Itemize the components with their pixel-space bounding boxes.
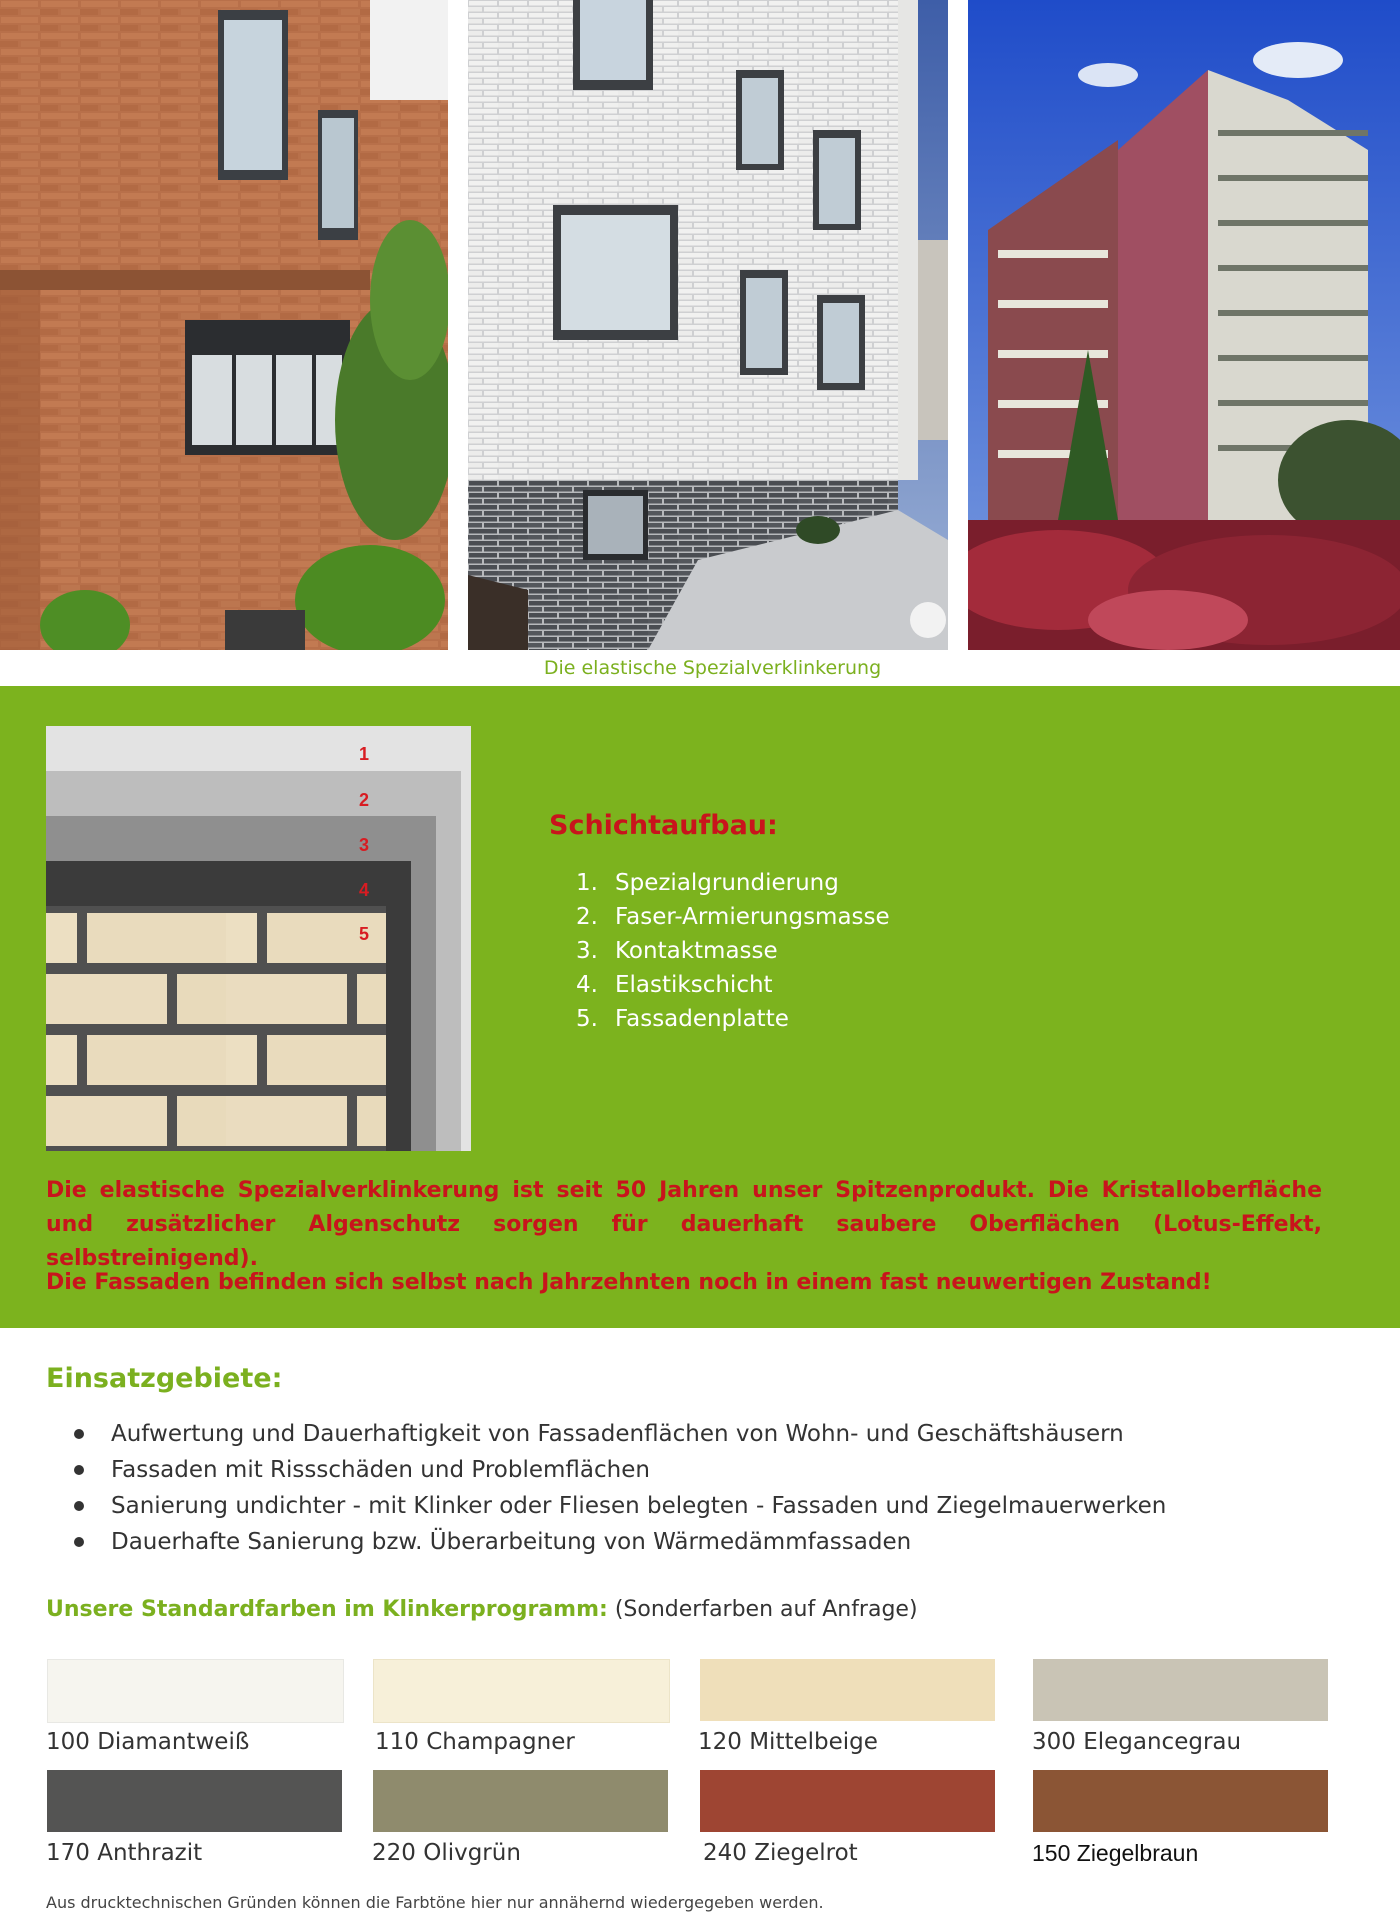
layer-number-1: 1 (359, 744, 370, 764)
uses-list (70, 1416, 1166, 1560)
color-label: 100 Diamantweiß (46, 1729, 250, 1755)
color-label: 170 Anthrazit (46, 1840, 203, 1866)
layer-number-3: 3 (359, 835, 370, 855)
color-label: 300 Elegancegrau (1032, 1729, 1242, 1755)
product-description: Die elastische Spezialverklinkerung ist seit 50 Jahren unser Spitzenprodukt. Die Kristalloberfläche und zusätzlicher Algenschutz sorgen für dauerhaft saubere Oberflächen (Lotus-Effekt, selbstreinigend). (46, 1178, 1322, 1271)
color-swatch (47, 1659, 344, 1723)
list-item: Dauerhafte Sanierung bzw. Überarbeitung von Wärmedämmfassaden (70, 1524, 1166, 1560)
color-label: 120 Mittelbeige (698, 1729, 878, 1755)
color-swatch (700, 1659, 995, 1721)
layer-number-2: 2 (359, 790, 370, 810)
color-swatch (1033, 1770, 1328, 1832)
list-item: 4. Elastikschicht (576, 972, 773, 998)
layer-list (576, 866, 890, 1036)
color-swatch (373, 1659, 670, 1723)
list-item: 2. Faser-Armierungsmasse (576, 904, 890, 930)
list-item: Sanierung undichter - mit Klinker oder Fliesen belegten - Fassaden und Ziegelmauerwerken (70, 1488, 1166, 1524)
layer-number-4: 4 (359, 880, 370, 900)
list-item: 5. Fassadenplatte (576, 1006, 789, 1032)
photo-caption: Die elastische Spezialverklinkerung (543, 657, 882, 679)
color-disclaimer: Aus drucktechnischen Gründen können die Farbtöne hier nur annähernd wiedergegeben werden. (46, 1893, 824, 1912)
layer-diagram (46, 726, 471, 1151)
color-swatch (1033, 1659, 1328, 1721)
color-swatch (47, 1770, 342, 1832)
color-label: 220 Olivgrün (372, 1840, 521, 1866)
list-item: 1. Spezialgrundierung (576, 870, 839, 896)
colors-subtitle: (Sonderfarben auf Anfrage) (614, 1597, 918, 1622)
layer-number-5: 5 (359, 924, 370, 944)
layer-structure-title: Schichtaufbau: (549, 810, 778, 841)
list-item: Aufwertung und Dauerhaftigkeit von Fassadenflächen von Wohn- und Geschäftshäusern (70, 1416, 1166, 1452)
colors-title: Unsere Standardfarben im Klinkerprogramm: (46, 1597, 608, 1622)
color-label: 240 Ziegelrot (703, 1840, 858, 1866)
brick-house-photo (0, 0, 448, 650)
durability-statement: Die Fassaden befinden sich selbst nach Jahrzehnten noch in einem fast neuwertigen Zustand! (46, 1270, 1212, 1295)
layer-structure-section (0, 686, 1400, 1328)
white-clinker-house-photo (468, 0, 948, 650)
highrise-photo (968, 0, 1400, 650)
colors-heading (46, 1597, 918, 1622)
color-label: 150 Ziegelbraun (1032, 1840, 1199, 1866)
color-label: 110 Champagner (375, 1729, 575, 1755)
list-item: 3. Kontaktmasse (576, 938, 778, 964)
list-item: Fassaden mit Rissschäden und Problemflächen (70, 1452, 1166, 1488)
color-swatch (373, 1770, 668, 1832)
color-swatch (700, 1770, 995, 1832)
uses-title: Einsatzgebiete: (46, 1363, 283, 1394)
